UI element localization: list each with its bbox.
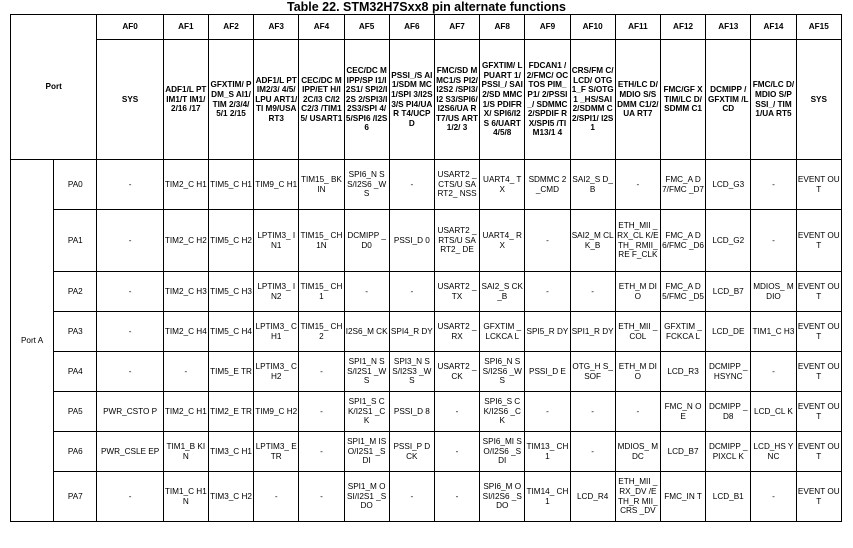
- af-description: DCMIPP /GFXTIM /LCD: [706, 40, 751, 160]
- pin-name: PA7: [54, 472, 97, 522]
- af-description: GFXTIM/ LPUART 1/PSSI_/ SAI2/SD MMC1/S PDIFRX/ SPI6/I2S 6/UART 4/5/8: [480, 40, 525, 160]
- af-cell: -: [570, 392, 615, 432]
- af-cell: TIM13_ CH1: [525, 432, 570, 472]
- pin-name: PA5: [54, 392, 97, 432]
- af-cell: TIM5_C H1: [208, 160, 253, 210]
- table-row: [11, 472, 842, 522]
- af-cell: EVENT OUT: [796, 352, 841, 392]
- af-cell: -: [97, 472, 163, 522]
- af-cell: TIM3_C H1: [208, 432, 253, 472]
- af-header: AF13: [706, 15, 751, 40]
- af-cell: LCD_DE: [706, 312, 751, 352]
- af-description: FMC/LC D/MDIO S/PSSI_/ TIM1/UA RT5: [751, 40, 796, 160]
- af-cell: TIM9_C H1: [254, 160, 299, 210]
- af-cell: SAI2_S D_B: [570, 160, 615, 210]
- af-cell: TIM2_C H3: [163, 272, 208, 312]
- af-cell: SAI2_S CK_B: [480, 272, 525, 312]
- af-cell: TIM1_C H3: [751, 312, 796, 352]
- af-cell: SPI1_S CK/I2S1 _CK: [344, 392, 389, 432]
- af-cell: PWR_CSTO P: [97, 392, 163, 432]
- af-header: AF0: [97, 15, 163, 40]
- af-cell: OTG_H S_SOF: [570, 352, 615, 392]
- af-header: AF1: [163, 15, 208, 40]
- af-cell: LPTIM3_ CH1: [254, 312, 299, 352]
- af-header: AF9: [525, 15, 570, 40]
- af-cell: EVENT OUT: [796, 210, 841, 272]
- table-row: [11, 392, 842, 432]
- af-cell: FMC_N OE: [660, 392, 705, 432]
- af-cell: TIM5_C H3: [208, 272, 253, 312]
- af-cell: LCD_R4: [570, 472, 615, 522]
- af-cell: ETH_MII _COL: [615, 312, 660, 352]
- af-description: ADF1/L PTIM1/T IM1/2/16 /17: [163, 40, 208, 160]
- af-cell: SPI1_M ISO/I2S1 _SDI: [344, 432, 389, 472]
- af-cell: -: [389, 272, 434, 312]
- af-cell: TIM2_C H4: [163, 312, 208, 352]
- table-row: [11, 312, 842, 352]
- port-header: Port: [11, 15, 97, 160]
- af-cell: ETH_MII _RX_DV /ETH_R MII_CRS _DV: [615, 472, 660, 522]
- af-cell: DCMIPP _D0: [344, 210, 389, 272]
- af-description: PSSI_/S AI1/SDM MC1/SPI 3/I2S3/S PI4/UAR T4/UCP D: [389, 40, 434, 160]
- af-header: AF7: [434, 15, 479, 40]
- af-cell: -: [97, 272, 163, 312]
- af-description: FMC/SD MMC1/S PI2/I2S2 /SPI3/I2 S3/SPI6/ I2S6/UA RT7/US ART1/2/ 3: [434, 40, 479, 160]
- af-header: AF14: [751, 15, 796, 40]
- af-cell: SPI1_R DY: [570, 312, 615, 352]
- table-row: [11, 160, 842, 210]
- alternate-functions-table: [10, 14, 842, 522]
- af-cell: -: [389, 472, 434, 522]
- table-row: [11, 432, 842, 472]
- af-cell: EVENT OUT: [796, 160, 841, 210]
- af-cell: -: [751, 160, 796, 210]
- af-cell: TIM1_C H1N: [163, 472, 208, 522]
- af-cell: TIM2_C H1: [163, 392, 208, 432]
- af-cell: TIM15_ CH1N: [299, 210, 344, 272]
- af-cell: DCMIPP _PIXCL K: [706, 432, 751, 472]
- af-cell: PSSI_D E: [525, 352, 570, 392]
- af-header: AF2: [208, 15, 253, 40]
- af-cell: USART2 _CK: [434, 352, 479, 392]
- pin-name: PA0: [54, 160, 97, 210]
- af-cell: -: [97, 312, 163, 352]
- af-cell: -: [389, 160, 434, 210]
- af-cell: -: [615, 160, 660, 210]
- af-cell: LCD_B7: [660, 432, 705, 472]
- af-cell: USART2 _RX: [434, 312, 479, 352]
- af-cell: SPI6_MI SO/I2S6 _SDI: [480, 432, 525, 472]
- af-header: AF12: [660, 15, 705, 40]
- pin-name: PA3: [54, 312, 97, 352]
- af-header: AF15: [796, 15, 841, 40]
- table-row: [11, 272, 842, 312]
- af-cell: LCD_R3: [660, 352, 705, 392]
- af-cell: -: [97, 352, 163, 392]
- af-cell: FMC_IN T: [660, 472, 705, 522]
- af-cell: -: [163, 352, 208, 392]
- af-cell: EVENT OUT: [796, 432, 841, 472]
- af-header: AF10: [570, 15, 615, 40]
- af-cell: SAI2_M CLK_B: [570, 210, 615, 272]
- af-cell: ETH_M DIO: [615, 272, 660, 312]
- af-cell: USART2 _TX: [434, 272, 479, 312]
- af-cell: -: [434, 392, 479, 432]
- af-cell: LPTIM3_ CH2: [254, 352, 299, 392]
- af-cell: USART2 _RTS/U SART2_ DE: [434, 210, 479, 272]
- af-header: AF8: [480, 15, 525, 40]
- af-cell: -: [434, 472, 479, 522]
- af-cell: GFXTIM _FCKCA L: [660, 312, 705, 352]
- af-cell: -: [751, 352, 796, 392]
- pin-name: PA4: [54, 352, 97, 392]
- af-header: AF6: [389, 15, 434, 40]
- af-cell: PSSI_D 0: [389, 210, 434, 272]
- af-cell: SPI3_N SS/I2S3 _WS: [389, 352, 434, 392]
- af-cell: SPI4_R DY: [389, 312, 434, 352]
- af-cell: SPI6_S CK/I2S6 _CK: [480, 392, 525, 432]
- af-cell: -: [299, 432, 344, 472]
- pin-name: PA2: [54, 272, 97, 312]
- af-cell: LCD_HS YNC: [751, 432, 796, 472]
- af-cell: LPTIM3_ ETR: [254, 432, 299, 472]
- pin-name: PA6: [54, 432, 97, 472]
- af-cell: EVENT OUT: [796, 272, 841, 312]
- af-cell: UART4_ RX: [480, 210, 525, 272]
- af-cell: -: [751, 472, 796, 522]
- af-cell: ETH_M DIO: [615, 352, 660, 392]
- af-cell: -: [299, 472, 344, 522]
- af-cell: TIM15_ CH1: [299, 272, 344, 312]
- af-cell: UART4_ TX: [480, 160, 525, 210]
- af-description: FDCAN1 /2/FMC/ OCTOS PIM_P1/ 2/PSSI_/ SDMMC 2/SPDIF RX/SPI5 /TIM13/1 4: [525, 40, 570, 160]
- af-cell: TIM5_E TR: [208, 352, 253, 392]
- af-cell: LCD_G2: [706, 210, 751, 272]
- af-cell: SDMMC 2_CMD: [525, 160, 570, 210]
- af-cell: TIM15_ CH2: [299, 312, 344, 352]
- af-cell: FMC_A D5/FMC _D5: [660, 272, 705, 312]
- af-description: FMC/GF XTIM/LC D/SDMM C1: [660, 40, 705, 160]
- af-header: AF4: [299, 15, 344, 40]
- af-cell: -: [525, 272, 570, 312]
- af-cell: FMC_A D7/FMC _D7: [660, 160, 705, 210]
- af-description: ADF1/L PTIM2/3/ 4/5/LPU ART1/TI M9/USA RT3: [254, 40, 299, 160]
- af-cell: SPI6_N SS/I2S6 _WS: [344, 160, 389, 210]
- af-cell: EVENT OUT: [796, 312, 841, 352]
- table-row: [11, 352, 842, 392]
- af-description: SYS: [796, 40, 841, 160]
- af-cell: -: [299, 392, 344, 432]
- af-cell: SPI6_M OSI/I2S6 _SDO: [480, 472, 525, 522]
- af-cell: -: [97, 210, 163, 272]
- af-cell: PSSI_P DCK: [389, 432, 434, 472]
- af-cell: SPI1_M OSI/I2S1 _SDO: [344, 472, 389, 522]
- af-cell: -: [299, 352, 344, 392]
- af-cell: -: [344, 272, 389, 312]
- af-header: AF5: [344, 15, 389, 40]
- af-header: AF11: [615, 15, 660, 40]
- af-description-header-row: [11, 40, 842, 160]
- af-description: SYS: [97, 40, 163, 160]
- af-cell: PWR_CSLE EP: [97, 432, 163, 472]
- af-cell: TIM5_C H2: [208, 210, 253, 272]
- af-cell: DCMIPP _HSYNC: [706, 352, 751, 392]
- af-cell: MDIOS_ MDC: [615, 432, 660, 472]
- af-description: CRS/FM C/LCD/ OTG1_F S/OTG1 _HS/SAI 2/SDMM C2/SPI1/ I2S1: [570, 40, 615, 160]
- af-cell: DCMIPP _D8: [706, 392, 751, 432]
- af-cell: FMC_A D6/FMC _D6: [660, 210, 705, 272]
- af-cell: TIM14_ CH1: [525, 472, 570, 522]
- af-cell: -: [751, 210, 796, 272]
- af-cell: LCD_B1: [706, 472, 751, 522]
- af-cell: -: [570, 272, 615, 312]
- af-cell: TIM2_E TR: [208, 392, 253, 432]
- af-cell: EVENT OUT: [796, 392, 841, 432]
- af-cell: TIM1_B KIN: [163, 432, 208, 472]
- af-cell: TIM2_C H2: [163, 210, 208, 272]
- pin-name: PA1: [54, 210, 97, 272]
- af-cell: TIM9_C H2: [254, 392, 299, 432]
- af-cell: I2S6_M CK: [344, 312, 389, 352]
- af-description: CEC/DC MIPP/SP I1/I2S1/ SPI2/I2S 2/SPI3/I 2S3/SPI 4/5/SPI6 /I2S6: [344, 40, 389, 160]
- af-cell: MDIOS_ MDIO: [751, 272, 796, 312]
- table-row: [11, 210, 842, 272]
- af-description: GFXTIM/ PDM_S AI1/TIM 2/3/4/5/1 2/15: [208, 40, 253, 160]
- af-cell: -: [434, 432, 479, 472]
- af-cell: -: [570, 432, 615, 472]
- af-cell: GFXTIM _LCKCA L: [480, 312, 525, 352]
- af-cell: TIM2_C H1: [163, 160, 208, 210]
- af-cell: -: [615, 392, 660, 432]
- af-cell: -: [525, 210, 570, 272]
- af-cell: LPTIM3_ IN2: [254, 272, 299, 312]
- table-title: Table 22. STM32H7Sxx8 pin alternate functions: [286, 0, 567, 14]
- af-cell: TIM15_ BKIN: [299, 160, 344, 210]
- af-cell: -: [525, 392, 570, 432]
- af-cell: SPI6_N SS/I2S6 _WS: [480, 352, 525, 392]
- af-cell: PSSI_D 8: [389, 392, 434, 432]
- af-cell: SPI1_N SS/I2S1 _WS: [344, 352, 389, 392]
- port-group-label: Port A: [11, 160, 54, 522]
- af-cell: -: [97, 160, 163, 210]
- af-description: ETH/LC D/MDIO S/SDMM C1/2/UA RT7: [615, 40, 660, 160]
- af-cell: EVENT OUT: [796, 472, 841, 522]
- af-cell: LCD_G3: [706, 160, 751, 210]
- af-cell: ETH_MII _RX_CL K/ETH_ RMII_RE F_CLK: [615, 210, 660, 272]
- af-cell: LPTIM3_ IN1: [254, 210, 299, 272]
- af-cell: TIM3_C H2: [208, 472, 253, 522]
- af-cell: SPI5_R DY: [525, 312, 570, 352]
- af-cell: TIM5_C H4: [208, 312, 253, 352]
- af-header: AF3: [254, 15, 299, 40]
- af-cell: LCD_CL K: [751, 392, 796, 432]
- af-cell: LCD_B7: [706, 272, 751, 312]
- af-cell: -: [254, 472, 299, 522]
- af-description: CEC/DC MIPP/ET H/I2C/I3 C/I2C2/3 /TIM15/ USART1: [299, 40, 344, 160]
- af-cell: USART2 _CTS/U SART2_ NSS: [434, 160, 479, 210]
- af-number-header-row: [11, 15, 842, 40]
